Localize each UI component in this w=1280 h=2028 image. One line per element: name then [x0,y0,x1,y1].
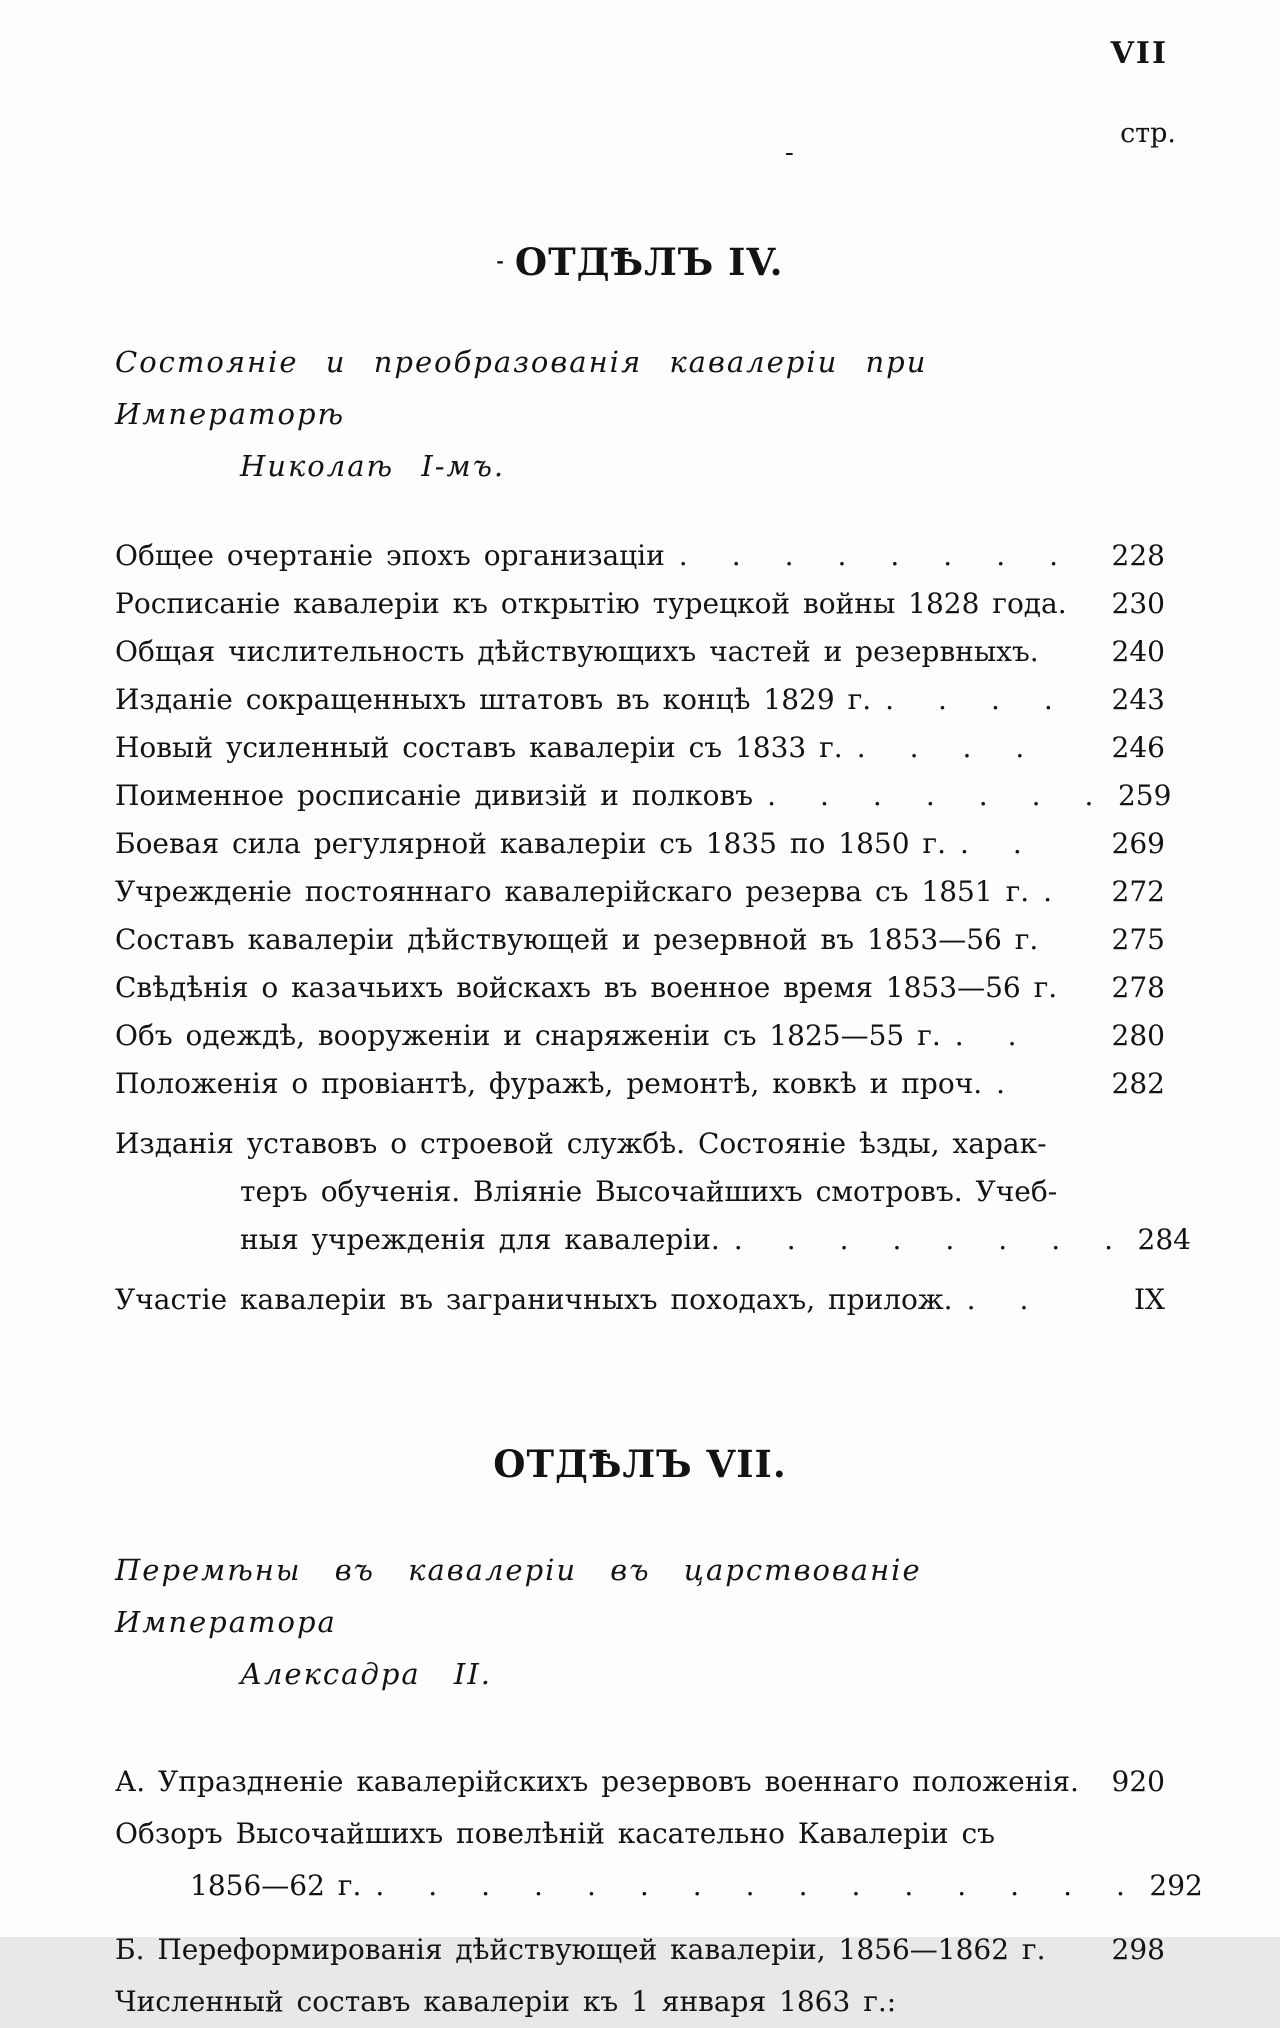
stray-mark: - [785,138,794,168]
toc-leader-dots: . . . . . . . . [678,539,1066,572]
toc-entry-text: А. Упраздненіе кавалерійскихъ резервовъ военнаго положенія. [115,1765,1079,1798]
toc-entry [115,532,1165,580]
toc-entry [115,1120,1165,1168]
toc-leader-dots: . . [960,827,1030,860]
toc-entry-text: Обзоръ Высочайшихъ повелѣній касательно Кавалеріи съ [115,1817,995,1850]
section-title-text: ОТДѢЛЪ VII. [493,1442,787,1486]
section-4-title [115,240,1165,284]
toc-entry [115,964,1165,1012]
toc-page-number: 298 [1111,1933,1165,1966]
toc-leader-dots: . [996,1067,1014,1100]
toc-page-number: IX [1134,1283,1165,1316]
section-7-subtitle [115,1544,1165,1700]
toc-entry-text: Общее очертаніе эпохъ организаціи [115,539,665,572]
toc-entry [115,628,1165,676]
toc-entry [115,1216,1191,1264]
toc-entry [115,724,1165,772]
toc-leader-dots: . [1043,875,1061,908]
page-column-header: стр. [1120,118,1176,149]
subtitle-line: Алексадра II. [240,1657,493,1691]
toc-entry-text: Изданія уставовъ о строевой службѣ. Состояніе ѣзды, харак- [115,1127,1047,1160]
toc-page-number: 920 [1111,1765,1165,1798]
section-title-text: ОТДѢЛЪ IV. [514,240,784,284]
toc-entry-text: Составъ кавалеріи дѣйствующей и резервной въ 1853—56 г. [115,923,1039,956]
toc-entry [115,772,1172,820]
toc-entry-text: Изданіе сокращенныхъ штатовъ въ концѣ 1829 г. [115,683,872,716]
toc-entry-text: ныя учрежденія для кавалеріи. [240,1223,720,1256]
toc-entry-text: Численный составъ кавалеріи къ 1 января 1863 г.: [115,1985,897,2018]
toc-page-number: 246 [1111,731,1165,764]
toc-entry [115,1276,1165,1324]
toc-entry [115,1012,1165,1060]
toc-page-number: 230 [1111,587,1165,620]
folio-page-number: VII [1110,36,1168,71]
toc-entry-text: Новый усиленный составъ кавалеріи съ 1833 г. [115,731,843,764]
toc-leader-dots: . . . . . . . . [733,1223,1121,1256]
toc-entry [115,820,1165,868]
subtitle-line: Николаѣ I-мъ. [240,449,506,483]
toc-entry [115,676,1165,724]
section-7 [115,1442,1203,2028]
toc-entry-text: Общая числительность дѣйствующихъ частей и резервныхъ. [115,635,1039,668]
toc-entry-text: Боевая сила регулярной кавалеріи съ 1835 по 1850 г. [115,827,946,860]
subtitle-line: Перемѣны въ кавалеріи въ царствованіе Императора [115,1553,922,1639]
toc-page-number: 259 [1117,779,1172,812]
toc-entry-text: Росписаніе кавалеріи къ открытію турецкой войны 1828 года. [115,587,1067,620]
toc-page-number: 284 [1137,1223,1191,1256]
toc-entry [115,580,1165,628]
toc-entry [115,916,1165,964]
toc-entry-text: Учрежденіе постояннаго кавалерійскаго резерва съ 1851 г. [115,875,1030,908]
toc-entry [115,1756,1165,1808]
toc-page-number: 278 [1111,971,1165,1004]
toc-leader-dots: . . . . . . . . . . . . . . . [375,1869,1133,1902]
toc-entry-text: Участіе кавалеріи въ заграничныхъ походахъ, прилож. [115,1283,953,1316]
section-4-toc [115,532,1191,1324]
section-7-toc [115,1756,1203,2028]
toc-page-number: 272 [1111,875,1165,908]
toc-page-number: 240 [1111,635,1165,668]
toc-leader-dots: . . . . . . . [767,779,1102,812]
toc-entry-text: 1856—62 г. [190,1869,362,1902]
toc-entry-text: Свѣдѣнія о казачьихъ войскахъ въ военное время 1853—56 г. [115,971,1058,1004]
toc-entry-text: Объ одеждѣ, вооруженіи и снаряженіи съ 1825—55 г. [115,1019,941,1052]
toc-entry-text: Поименное росписаніе дивизій и полковъ [115,779,754,812]
toc-entry [115,1976,1165,2028]
toc-entry-text: теръ обученія. Вліяніе Высочайшихъ смотровъ. Учеб- [240,1175,1058,1208]
toc-leader-dots: . . [966,1283,1037,1316]
toc-page-number: 228 [1111,539,1165,572]
toc-page-number: 243 [1111,683,1165,716]
section-4-subtitle [115,336,1165,492]
toc-leader-dots: . . . . [885,683,1061,716]
toc-entry [115,1168,1165,1216]
toc-entry-text: Положенія о провіантѣ, фуражѣ, ремонтѣ, ковкѣ и проч. [115,1067,983,1100]
toc-entry [115,1860,1203,1912]
toc-page-number: 275 [1111,923,1165,956]
toc-entry [115,1808,1165,1860]
toc-leader-dots: . . [954,1019,1025,1052]
toc-entry-text: Б. Переформированія дѣйствующей кавалеріи, 1856—1862 г. [115,1933,1046,1966]
toc-entry [115,1060,1165,1108]
toc-page-number: 292 [1149,1869,1203,1902]
toc-page-number: 280 [1111,1019,1165,1052]
toc-page-number: 269 [1111,827,1165,860]
title-prefix-mark: - [496,251,505,272]
toc-leader-dots: . . . . [856,731,1033,764]
toc-page-number: 282 [1111,1067,1165,1100]
toc-entry [115,868,1165,916]
section-7-title [115,1442,1165,1486]
subtitle-line: Состояніе и преобразованія кавалеріи при Императорѣ [115,345,928,431]
section-4 [115,240,1191,1324]
toc-entry [115,1924,1165,1976]
